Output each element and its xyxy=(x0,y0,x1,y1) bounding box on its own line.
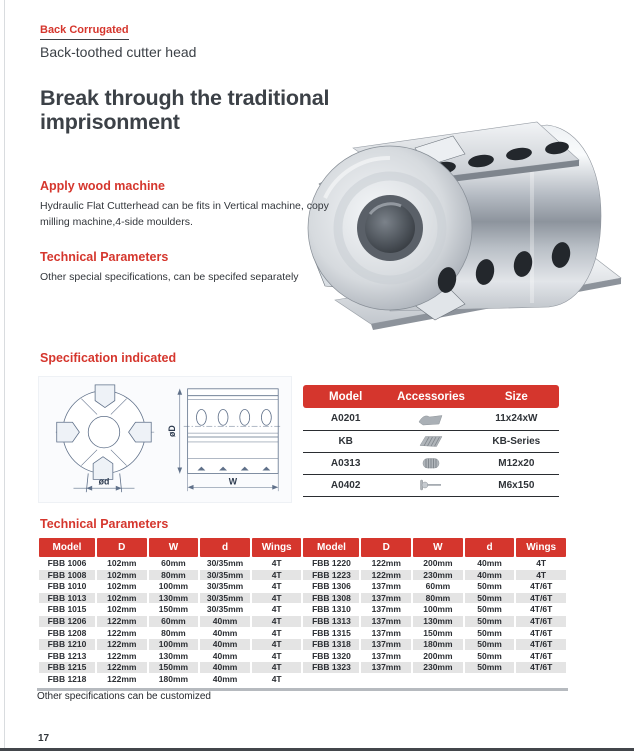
parameters-cell: 4T xyxy=(252,662,302,673)
parameters-cell: FBB 1315 xyxy=(312,627,351,638)
page-title-line2: imprisonment xyxy=(40,110,180,134)
parameters-cell: 40mm xyxy=(200,616,250,627)
parameters-cell: 4T/6T xyxy=(516,593,566,604)
parameters-cell: 200mm xyxy=(423,558,453,568)
parameters-cell: 230mm xyxy=(413,570,463,581)
parameters-row xyxy=(39,616,566,627)
accessories-table-body xyxy=(303,408,559,496)
parameters-cell: FBB 1306 xyxy=(312,581,351,592)
parameters-row xyxy=(39,674,566,685)
parameters-cell: FBB 1006 xyxy=(47,558,87,568)
parameters-row xyxy=(39,604,566,615)
parameters-cell xyxy=(413,674,463,685)
parameters-heading: Technical Parameters xyxy=(40,517,169,531)
apply-body xyxy=(40,198,330,230)
product-subtitle: Back-toothed cutter head xyxy=(40,44,197,60)
parameters-cell: 50mm xyxy=(477,650,502,661)
parameters-cell: 122mm xyxy=(361,570,411,581)
parameters-cell: 4T/6T xyxy=(530,650,553,661)
parameters-cell: 130mm xyxy=(149,593,199,604)
parameters-cell: 30/35mm xyxy=(200,593,250,604)
parameters-cell: 80mm xyxy=(161,627,186,638)
parameters-cell: 180mm xyxy=(158,673,189,684)
accessories-table-head xyxy=(303,385,559,408)
parameters-cell: 30/35mm xyxy=(206,604,244,615)
parameters-cell: 150mm xyxy=(149,662,199,673)
parameters-col-header: Model xyxy=(39,538,95,557)
parameters-cell: 4T/6T xyxy=(530,604,553,615)
parameters-cell: 102mm xyxy=(107,604,137,615)
parameters-cell: 4T xyxy=(516,570,566,581)
parameters-cell: FBB 1213 xyxy=(47,650,87,661)
parameters-cell: 137mm xyxy=(371,627,401,638)
parameters-col-header: W xyxy=(413,538,463,557)
pin-bolt-icon xyxy=(388,474,473,496)
parameters-cell: 200mm xyxy=(423,650,453,661)
parameters-cell: 4T/6T xyxy=(516,639,566,650)
parameters-cell: FBB 1210 xyxy=(39,639,95,650)
parameters-row xyxy=(39,570,566,581)
parameters-cell: FBB 1013 xyxy=(39,593,95,604)
parameters-cell: 102mm xyxy=(97,593,147,604)
apply-body-line2: milling machine,4-side moulders. xyxy=(40,216,193,228)
parameters-row xyxy=(39,651,566,662)
accessories-col-header: Model xyxy=(303,385,388,408)
parameters-col-header: D xyxy=(361,538,411,557)
accessories-col-header: Size xyxy=(474,385,559,408)
parameters-cell: 122mm xyxy=(97,616,147,627)
parameters-cell: 100mm xyxy=(158,581,189,592)
parameters-cell: 137mm xyxy=(371,581,401,592)
parameters-cell: 40mm xyxy=(212,673,238,684)
parameters-cell: 122mm xyxy=(107,673,137,684)
parameters-cell: 102mm xyxy=(97,570,147,581)
parameters-cell: 40mm xyxy=(465,570,515,581)
parameters-cell: 50mm xyxy=(477,604,502,615)
product-photo xyxy=(295,108,630,338)
parameters-cell: 137mm xyxy=(371,604,401,615)
parameters-cell: 30/35mm xyxy=(200,570,250,581)
parameters-cell: 150mm xyxy=(158,604,189,615)
parameters-row xyxy=(39,628,566,639)
parameters-cell: FBB 1208 xyxy=(47,627,87,638)
parameters-cell xyxy=(303,674,359,685)
parameters-cell: 137mm xyxy=(371,650,401,661)
parameters-cell: FBB 1308 xyxy=(303,593,359,604)
accessory-model: KB xyxy=(303,430,388,452)
parameters-cell: 4T xyxy=(252,616,302,627)
parameters-cell: 4T xyxy=(271,558,282,568)
accessories-col-header: Accessories xyxy=(388,385,473,408)
parameters-cell: 50mm xyxy=(477,627,502,638)
corrugated-knife-icon xyxy=(388,430,473,452)
technical-note-body: Other special specifications, can be specifed separately xyxy=(40,271,299,283)
accessories-row xyxy=(303,408,559,430)
parameters-row xyxy=(39,558,566,569)
parameters-cell: 137mm xyxy=(361,639,411,650)
apply-heading: Apply wood machine xyxy=(40,179,166,193)
parameters-cell: 4T/6T xyxy=(516,662,566,673)
parameters-col-header: Model xyxy=(303,538,359,557)
parameters-cell: FBB 1015 xyxy=(47,604,87,615)
parameters-cell: 60mm xyxy=(149,616,199,627)
parameters-cell: 40mm xyxy=(212,650,238,661)
parameters-table-wrap xyxy=(37,537,568,691)
parameters-cell: 102mm xyxy=(107,558,137,568)
parameters-col-header: Wings xyxy=(516,538,566,557)
parameters-cell: 4T/6T xyxy=(530,581,553,592)
page-number: 17 xyxy=(38,733,50,744)
accessory-size: M12x20 xyxy=(474,452,559,474)
accessory-model: A0313 xyxy=(303,452,388,474)
parameters-cell: 50mm xyxy=(465,593,515,604)
parameters-cell: 137mm xyxy=(361,662,411,673)
parameters-cell: 50mm xyxy=(465,616,515,627)
parameters-cell: 50mm xyxy=(477,581,502,592)
parameters-cell: 50mm xyxy=(465,662,515,673)
parameters-cell: 4T xyxy=(271,627,282,638)
page-title-line1: Break through the traditional xyxy=(40,86,330,110)
accessories-row xyxy=(303,430,559,452)
parameters-cell: 4T xyxy=(271,581,282,592)
parameters-cell: FBB 1010 xyxy=(47,581,87,592)
parameters-cell xyxy=(516,674,566,685)
parameters-cell: 4T xyxy=(252,639,302,650)
parameters-cell: 4T/6T xyxy=(530,627,553,638)
spec-diagram xyxy=(38,376,292,503)
page-title xyxy=(40,86,329,134)
parameters-cell: 4T xyxy=(271,673,282,684)
parameters-table-head xyxy=(39,538,566,557)
parameters-cell: FBB 1318 xyxy=(303,639,359,650)
accessories-row xyxy=(303,452,559,474)
parameters-cell: 100mm xyxy=(149,639,199,650)
parameters-cell: 40mm xyxy=(477,558,502,568)
parameters-cell: 30/35mm xyxy=(206,581,244,592)
parameters-cell: FBB 1323 xyxy=(303,662,359,673)
accessory-size: 11x24xW xyxy=(474,408,559,430)
accessory-size: KB-Series xyxy=(474,430,559,452)
parameters-cell: FBB 1206 xyxy=(39,616,95,627)
diagram-label-outer-diameter: øD xyxy=(166,425,177,438)
parameters-cell: 4T/6T xyxy=(516,616,566,627)
eyebrow-label: Back Corrugated xyxy=(40,24,129,40)
parameters-cell: 122mm xyxy=(97,662,147,673)
screw-icon xyxy=(388,452,473,474)
parameters-cell: 100mm xyxy=(423,604,453,615)
parameters-cell: FBB 1215 xyxy=(39,662,95,673)
parameters-table-body xyxy=(39,558,566,685)
parameters-cell: FBB 1313 xyxy=(303,616,359,627)
parameters-col-header: d xyxy=(200,538,250,557)
parameters-cell: FBB 1223 xyxy=(303,570,359,581)
parameters-cell: 230mm xyxy=(413,662,463,673)
bore-hole xyxy=(357,195,423,261)
parameters-cell: 137mm xyxy=(361,616,411,627)
accessory-size: M6x150 xyxy=(474,474,559,496)
parameters-cell: 30/35mm xyxy=(206,558,244,568)
accessories-header-row xyxy=(303,385,559,408)
parameters-cell: 122mm xyxy=(107,627,137,638)
parameters-cell: 150mm xyxy=(423,627,453,638)
parameters-cell: 4T xyxy=(252,593,302,604)
parameters-cell: 122mm xyxy=(107,650,137,661)
parameters-row xyxy=(39,662,566,673)
parameters-cell: 4T xyxy=(271,604,282,615)
parameters-cell: 4T xyxy=(252,570,302,581)
parameters-col-header: Wings xyxy=(252,538,302,557)
parameters-cell: 180mm xyxy=(413,639,463,650)
parameters-row xyxy=(39,581,566,592)
parameters-cell: FBB 1218 xyxy=(47,673,87,684)
parameters-cell: 40mm xyxy=(200,662,250,673)
parameters-cell: 137mm xyxy=(361,593,411,604)
diagram-label-bore: ød xyxy=(98,476,110,487)
parameters-cell: 4T xyxy=(271,650,282,661)
technical-note-heading: Technical Parameters xyxy=(40,250,169,264)
parameters-cell: 60mm xyxy=(161,558,186,568)
parameters-header-row xyxy=(39,538,566,557)
left-edge-line xyxy=(4,0,5,751)
parameters-cell: 4T xyxy=(536,558,547,568)
accessories-table xyxy=(303,385,559,497)
accessories-row xyxy=(303,474,559,496)
parameters-cell: 130mm xyxy=(158,650,189,661)
parameters-row xyxy=(39,639,566,650)
parameters-cell: 60mm xyxy=(425,581,451,592)
parameters-cell xyxy=(465,674,515,685)
parameters-cell: FBB 1310 xyxy=(312,604,351,615)
parameters-cell: 130mm xyxy=(413,616,463,627)
accessory-model: A0201 xyxy=(303,408,388,430)
parameters-cell: 40mm xyxy=(212,627,238,638)
parameters-cell: 40mm xyxy=(200,639,250,650)
parameters-cell: 80mm xyxy=(413,593,463,604)
accessory-model: A0402 xyxy=(303,474,388,496)
diagram-label-width: W xyxy=(228,476,238,487)
parameters-cell: FBB 1008 xyxy=(39,570,95,581)
parameters-cell: 80mm xyxy=(149,570,199,581)
parameters-col-header: D xyxy=(97,538,147,557)
parameters-cell: 122mm xyxy=(97,639,147,650)
parameters-footnote: Other specifications can be customized xyxy=(37,691,211,702)
parameters-cell: 102mm xyxy=(107,581,137,592)
apply-body-line1: Hydraulic Flat Cutterhead can be fits in Vertical machine, copy xyxy=(40,200,329,212)
parameters-col-header: d xyxy=(465,538,515,557)
parameters-col-header: W xyxy=(149,538,199,557)
parameters-cell xyxy=(361,674,411,685)
parameters-cell: FBB 1220 xyxy=(312,558,351,568)
blade-icon xyxy=(388,408,473,430)
parameters-table xyxy=(37,537,568,686)
parameters-row xyxy=(39,593,566,604)
parameters-cell: 50mm xyxy=(465,639,515,650)
spec-heading: Specification indicated xyxy=(40,351,177,365)
parameters-cell: 122mm xyxy=(371,558,401,568)
parameters-cell: FBB 1320 xyxy=(312,650,351,661)
